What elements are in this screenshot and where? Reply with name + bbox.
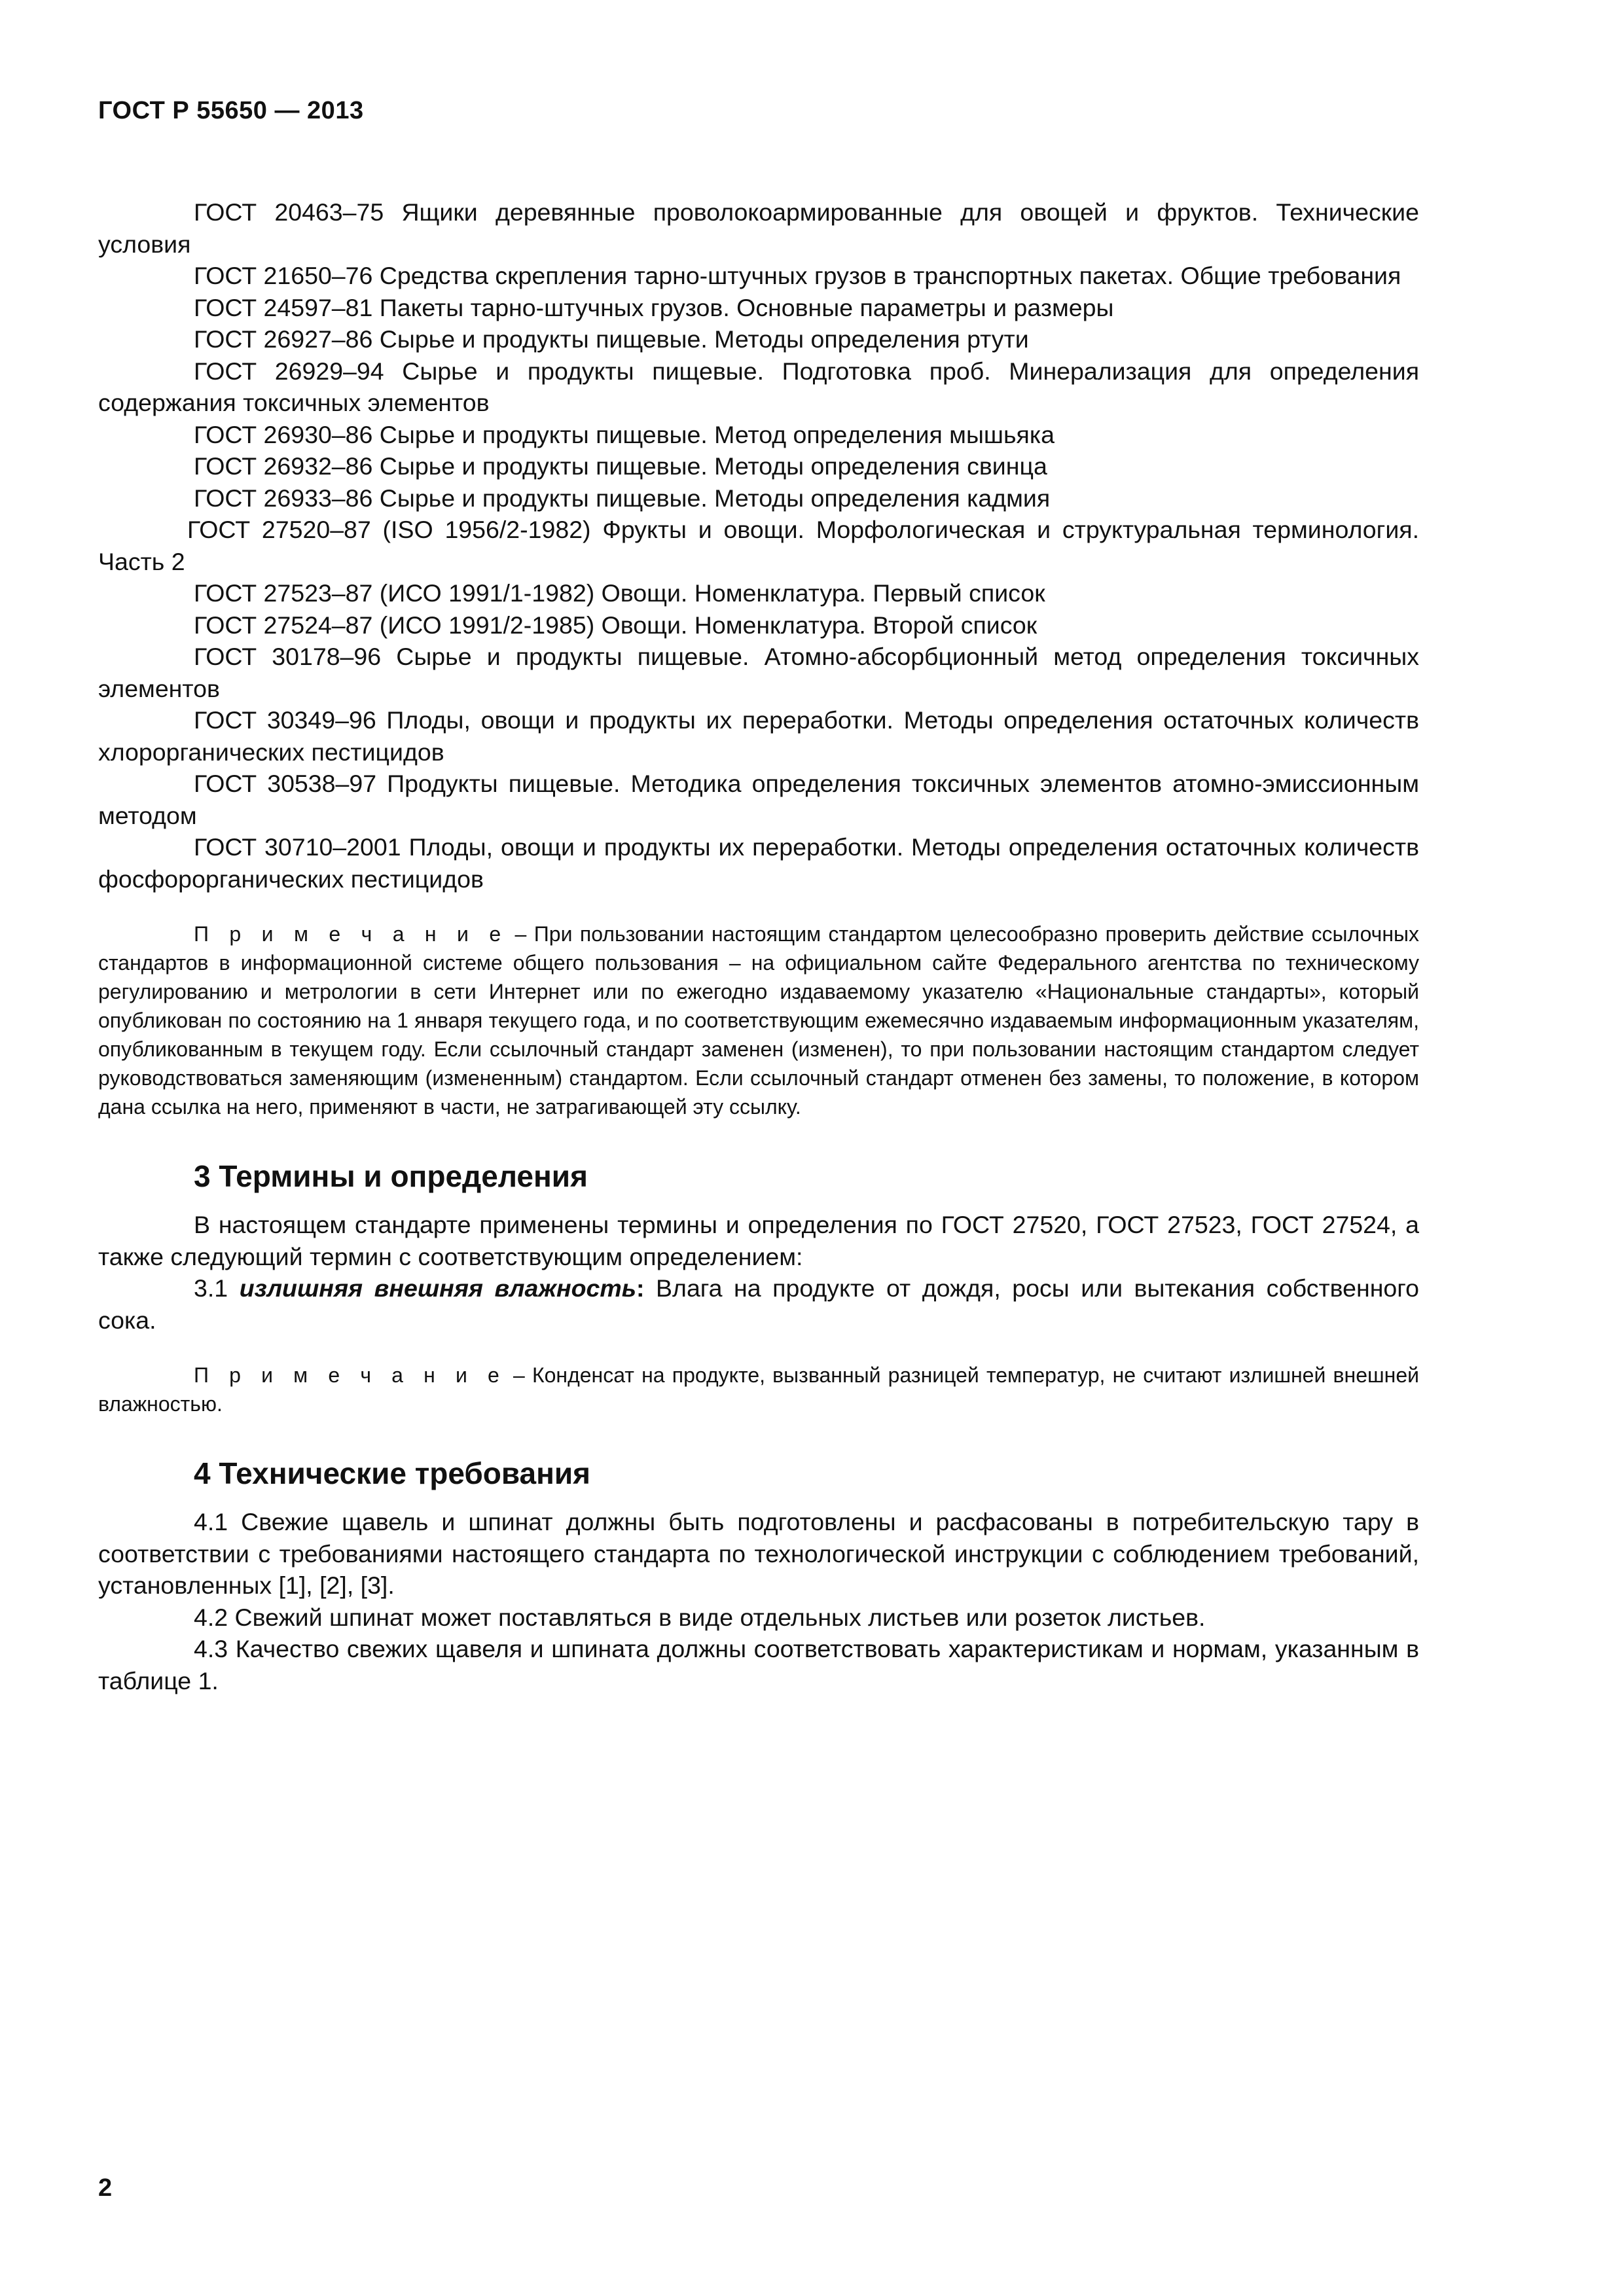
reference-item: ГОСТ 26933–86 Сырье и продукты пищевые. Методы определения кадмия <box>194 484 1051 512</box>
reference-item: ГОСТ 30538–97 Продукты пищевые. Методика определения токсичных элементов атомно-эмиссионным методом <box>98 770 1419 829</box>
term-definition <box>98 1272 1419 1336</box>
term: излишняя внешняя влажность <box>239 1274 636 1302</box>
normative-references-list <box>98 196 1419 895</box>
note-label: П р и м е ч а н и е <box>194 922 508 946</box>
term-number: 3.1 <box>194 1274 240 1302</box>
reference-item: ГОСТ 26930–86 Сырье и продукты пищевые. Метод определения мышьяка <box>194 420 1055 448</box>
reference-item: ГОСТ 26932–86 Сырье и продукты пищевые. Методы определения свинца <box>194 452 1047 480</box>
section-3-intro: В настоящем стандарте применены термины и определения по ГОСТ 27520, ГОСТ 27523, ГОСТ 27524, а также следующий термин с соответствующим определением: <box>98 1211 1419 1270</box>
running-header: ГОСТ Р 55650 — 2013 <box>98 97 364 124</box>
page-number: 2 <box>98 2174 113 2202</box>
reference-item: ГОСТ 24597–81 Пакеты тарно-штучных грузов. Основные параметры и размеры <box>194 293 1114 321</box>
section-4-paragraph: 4.3 Качество свежих щавеля и шпината должны соответствовать характеристикам и нормам, указанным в таблице 1. <box>98 1635 1419 1695</box>
reference-item: ГОСТ 30710–2001 Плоды, овощи и продукты их переработки. Методы определения остаточных количеств фосфорорганических пестицидов <box>98 833 1419 893</box>
reference-item: ГОСТ 20463–75 Ящики деревянные проволокоармированные для овощей и фруктов. Технические условия <box>98 198 1419 258</box>
reference-item: ГОСТ 30349–96 Плоды, овощи и продукты их переработки. Методы определения остаточных количеств хлорорганических пестицидов <box>98 706 1419 766</box>
section-4-paragraph: 4.1 Свежие щавель и шпинат должны быть подготовлены и расфасованы в потребительскую тару в соответствии с требованиями настоящего стандарта по технологической инструкции с соблюдением требований, установленных [1], [2], [3]. <box>98 1508 1419 1599</box>
reference-item: ГОСТ 26927–86 Сырье и продукты пищевые. Методы определения ртути <box>194 325 1029 353</box>
term-definition-text: Влага на продукте от дождя, росы или вытекания собственного сока. <box>98 1274 1419 1334</box>
note-text: – Конденсат на продукте, вызванный разницей температур, не считают излишней внешней влажностью. <box>98 1363 1420 1416</box>
document-body <box>98 196 1419 1696</box>
references-note <box>98 920 1419 1121</box>
reference-item: ГОСТ 27523–87 (ИСО 1991/1-1982) Овощи. Номенклатура. Первый список <box>194 579 1045 607</box>
reference-item: ГОСТ 27524–87 (ИСО 1991/2-1985) Овощи. Номенклатура. Второй список <box>194 611 1038 639</box>
note-text: – При пользовании настоящим стандартом целесообразно проверить действие ссылочных стандартов в информационной системе общего пользования – на официальном сайте Федерального агентства по техническому регулированию и метрологии в сети Интернет или по ежегодно издаваемому указателю «Национальные стандарты», который опубликован по состоянию на 1 января текущего года, и по соответствующим ежемесячно издаваемым информационным указателям, опубликованным в текущем году. Если ссылочный стандарт заменен (изменен), то при пользовании настоящим стандартом следует руководствоваться заменяющим (измененным) стандартом. Если ссылочный стандарт отменен без замены, то положение, в котором дана ссылка на него, применяют в части, не затрагивающей эту ссылку. <box>98 922 1420 1119</box>
note-label: П р и м е ч а н и е <box>194 1363 506 1387</box>
reference-item: ГОСТ 26929–94 Сырье и продукты пищевые. Подготовка проб. Минерализация для определения содержания токсичных элементов <box>98 357 1419 416</box>
section-4-title: 4 Технические требования <box>194 1456 590 1490</box>
section-3-title: 3 Термины и определения <box>194 1159 588 1193</box>
term-note <box>98 1361 1419 1418</box>
term-colon: : <box>636 1274 645 1302</box>
reference-item: ГОСТ 21650–76 Средства скрепления тарно-штучных грузов в транспортных пакетах. Общие требования <box>194 262 1401 289</box>
reference-item: ГОСТ 27520–87 (ISO 1956/2-1982) Фрукты и овощи. Морфологическая и структуральная терминология. Часть 2 <box>98 516 1419 575</box>
reference-item: ГОСТ 30178–96 Сырье и продукты пищевые. Атомно-абсорбционный метод определения токсичных элементов <box>98 643 1419 702</box>
section-4-paragraph: 4.2 Свежий шпинат может поставляться в виде отдельных листьев или розеток листьев. <box>194 1603 1206 1631</box>
